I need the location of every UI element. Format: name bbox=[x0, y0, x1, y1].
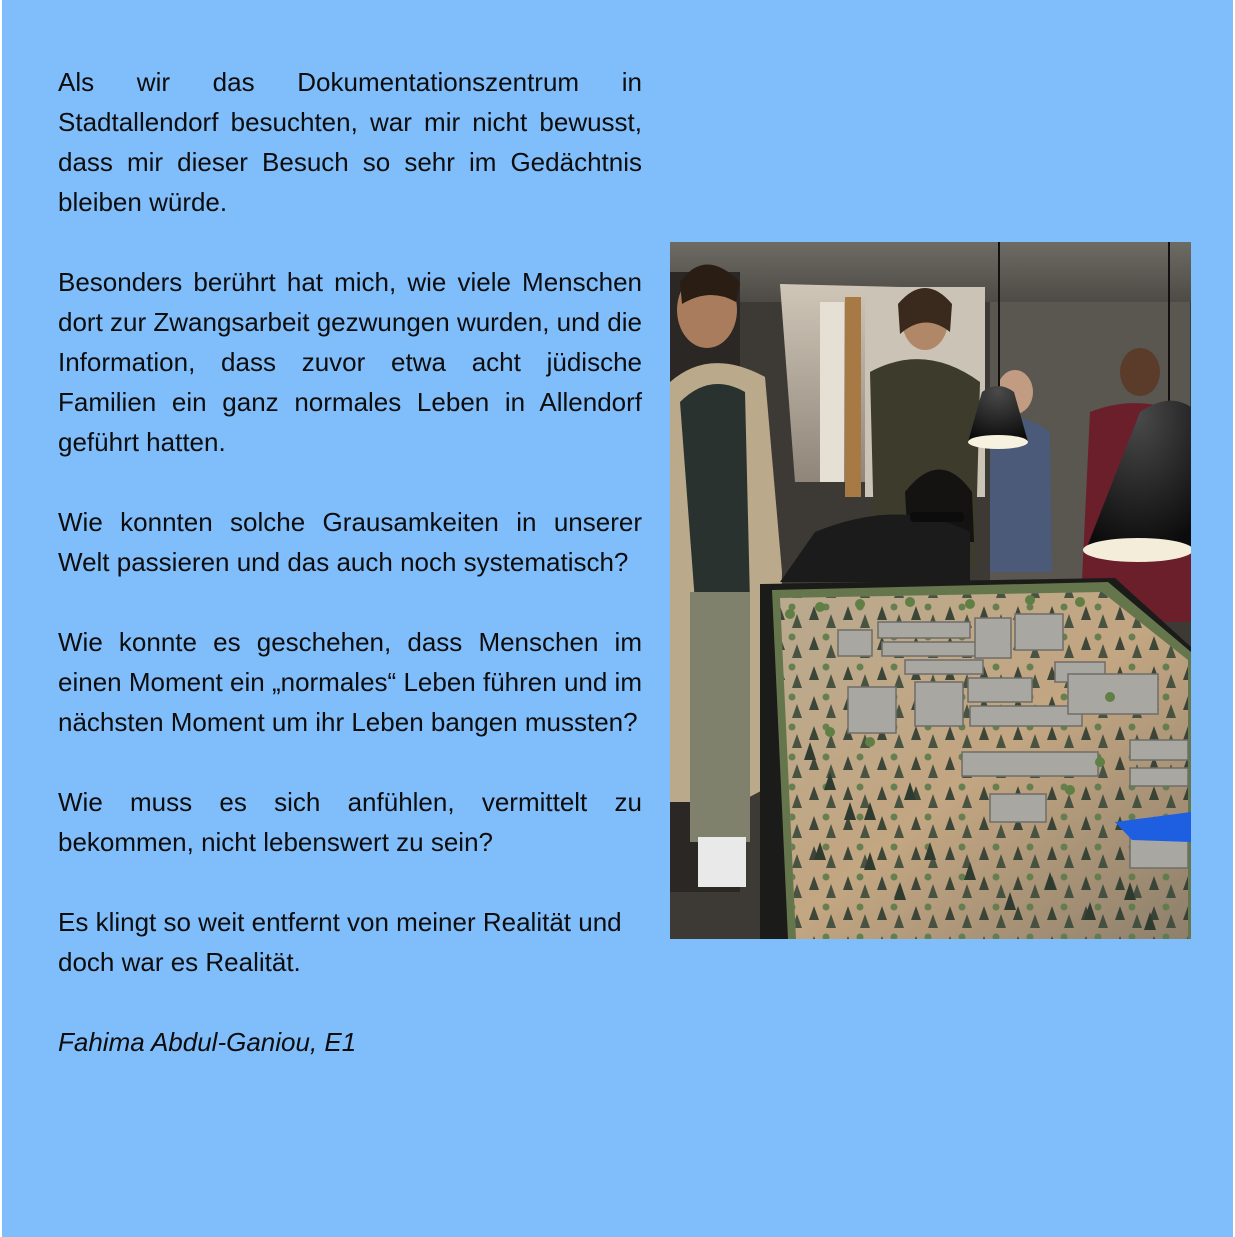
author-signature: Fahima Abdul-Ganiou, E1 bbox=[58, 1027, 357, 1057]
paragraph-4: Wie konnte es geschehen, dass Menschen im einen Moment ein „normales“ Leben führen und im nächsten Moment um ihr Leben bangen mussten? bbox=[58, 627, 642, 737]
paragraph-3: Wie konnten solche Grausamkeiten in unserer Welt passieren und das auch noch systematisch? bbox=[58, 507, 642, 577]
page bbox=[2, 0, 1233, 1237]
paragraph-2: Besonders berührt hat mich, wie viele Menschen dort zur Zwangsarbeit gezwungen wurden, und die Information, dass zuvor etwa acht jüdische Familien ein ganz normales Leben in Allendorf geführt hatten. bbox=[58, 267, 642, 457]
paragraph-1: Als wir das Dokumentationszentrum in Stadtallendorf besuchten, war mir nicht bewusst, dass mir dieser Besuch so sehr im Gedächtnis bleiben würde. bbox=[58, 67, 642, 217]
paragraph-5: Wie muss es sich anfühlen, vermittelt zu bekommen, nicht lebenswert zu sein? bbox=[58, 787, 642, 857]
paragraph-6: Es klingt so weit entfernt von meiner Realität und doch war es Realität. bbox=[58, 907, 622, 977]
photo-camp-model bbox=[670, 242, 1191, 939]
article-text bbox=[58, 62, 642, 1062]
